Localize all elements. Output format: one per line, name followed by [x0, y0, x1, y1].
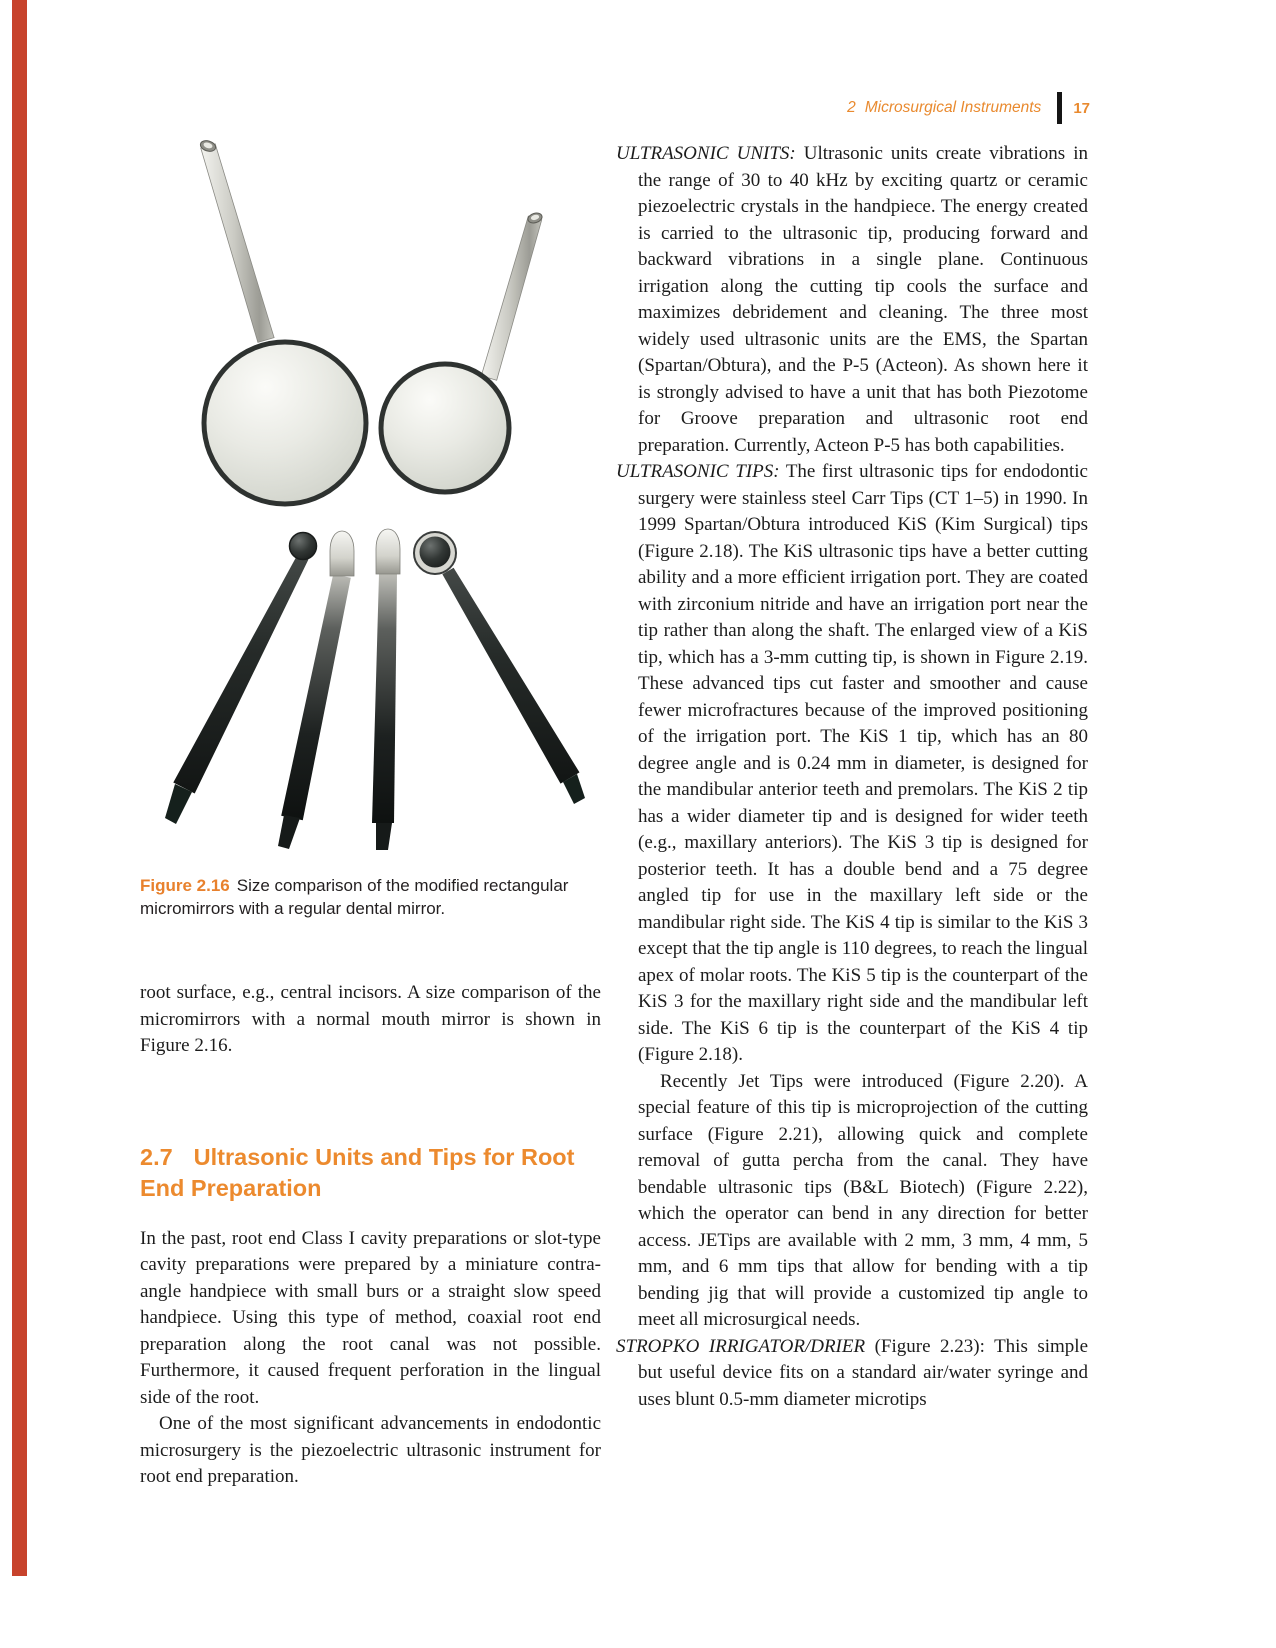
entry-term: ULTRASONIC UNITS: [616, 143, 796, 164]
right-column [616, 141, 1088, 1413]
running-head-separator [1057, 92, 1062, 124]
chapter-edge-bar [12, 0, 27, 1576]
figure-caption [140, 875, 601, 920]
figure-label: Figure 2.16 [140, 876, 230, 895]
entry-stropko-irrigator [616, 1334, 1088, 1414]
micromirror-bullet-2 [372, 529, 400, 850]
small-dental-mirror [381, 211, 543, 492]
micromirror-round-large [414, 532, 585, 804]
entry-text: The first ultrasonic tips for endodontic surgery were stainless steel Carr Tips (CT 1–5) in 1990. In 1999 Spartan/Obtura introduced KiS (Kim Surgical) tips (Figure 2.18). The KiS ultrasonic tips have a better cutting ability and a more efficient irrigation port. They are coated with zirconium nitride and have an irrigation port near the tip rather than along the shaft. The enlarged view of a KiS tip, which has a 3-mm cutting tip, is shown in Figure 2.19. These advanced tips cut faster and smoother and cause fewer microfractures because of the improved positioning of the irrigation port. The KiS 1 tip, which has an 80 degree angle and is 0.24 mm in diameter, is designed for the mandibular anterior teeth and premolars. The KiS 2 tip has a wider diameter tip and is designed for wider teeth (e.g., maxillary anteriors). The KiS 3 tip is designed for posterior teeth. It has a double bend and a 75 degree angled tip for use in the maxillary left side or the mandibular right side. The KiS 4 tip is similar to the KiS 3 except that the tip angle is 110 degrees, to reach the lingual apex of molar roots. The KiS 5 tip is the counterpart of the KiS 3 for the maxillary right side and the mandibular left side. The KiS 6 tip is the counterpart of the KiS 4 tip (Figure 2.18). [638, 461, 1088, 1065]
paragraph-continuation: root surface, e.g., central incisors. A size comparison of the micromirrors with a normal mouth mirror is shown in Figure 2.16. [140, 982, 601, 1056]
entry-paragraph-jet-tips: Recently Jet Tips were introduced (Figure 2.20). A special feature of this tip is microprojection of the cutting surface (Figure 2.21), allowing quick and complete removal of gutta percha from the canal. They have bendable ultrasonic tips (B&L Biotech) (Figure 2.22), which the operator can bend in any direction for better access. JETips are available with 2 mm, 3 mm, 4 mm, 5 mm, and 6 mm tips that allow for bending with a tip bending jig that will provide a customized tip angle to meet all microsurgical needs. [638, 1070, 1088, 1330]
section-number: 2.7 [140, 1143, 173, 1170]
section-title: Ultrasonic Units and Tips for Root End Preparation [140, 1143, 575, 1201]
entry-text: (Figure 2.23): This simple but useful device fits on a standard air/water syringe and uses blunt 0.5-mm diameter microtips [638, 1335, 1089, 1410]
entry-ultrasonic-tips [616, 459, 1088, 1334]
left-column [140, 128, 601, 1491]
entry-term: STROPKO IRRIGATOR/DRIER [616, 1335, 866, 1357]
running-head-chapter-number: 2 [847, 99, 856, 116]
entry-ultrasonic-units [616, 141, 1088, 459]
figure-2-16 [140, 128, 601, 920]
figure-2-16-image [140, 128, 601, 854]
large-dental-mirror [199, 139, 366, 504]
section-heading-2-7 [140, 1142, 601, 1204]
paragraph-past-methods: In the past, root end Class I cavity preparations or slot-type cavity preparations were prepared by a miniature contra-angle handpiece with small burs or a straight slow speed handpiece. Using this type of method, coaxial root end preparation along the root canal was not possible. Furthermore, it caused frequent perforation in the lingual side of the root. [140, 1227, 601, 1408]
entry-term: ULTRASONIC TIPS: [616, 461, 780, 482]
running-head [616, 92, 1090, 124]
page-number: 17 [1073, 99, 1090, 117]
paragraph-advancement: One of the most significant advancements in endodontic microsurgery is the piezoelectric ultrasonic instrument for root end preparation. [140, 1413, 601, 1487]
running-head-chapter-title: Microsurgical Instruments [864, 99, 1042, 116]
entry-text: Ultrasonic units create vibrations in the range of 30 to 40 kHz by exciting quartz or ceramic piezoelectric crystals in the handpiece. The energy created is carried to the ultrasonic tip, producing forward and backward vibrations in a single plane. Continuous irrigation along the cutting tip cools the surface and maximizes debridement and cleaning. The three most widely used ultrasonic units are the EMS, the Spartan (Spartan/Obtura), and the P-5 (Acteon). As shown here it is strongly advised to have a unit that has both Piezotome for Groove preparation and ultrasonic root end preparation. Currently, Acteon P-5 has both capabilities. [638, 143, 1088, 456]
figure-caption-text: Size comparison of the modified rectangular micromirrors with a regular dental mirror. [140, 876, 569, 918]
